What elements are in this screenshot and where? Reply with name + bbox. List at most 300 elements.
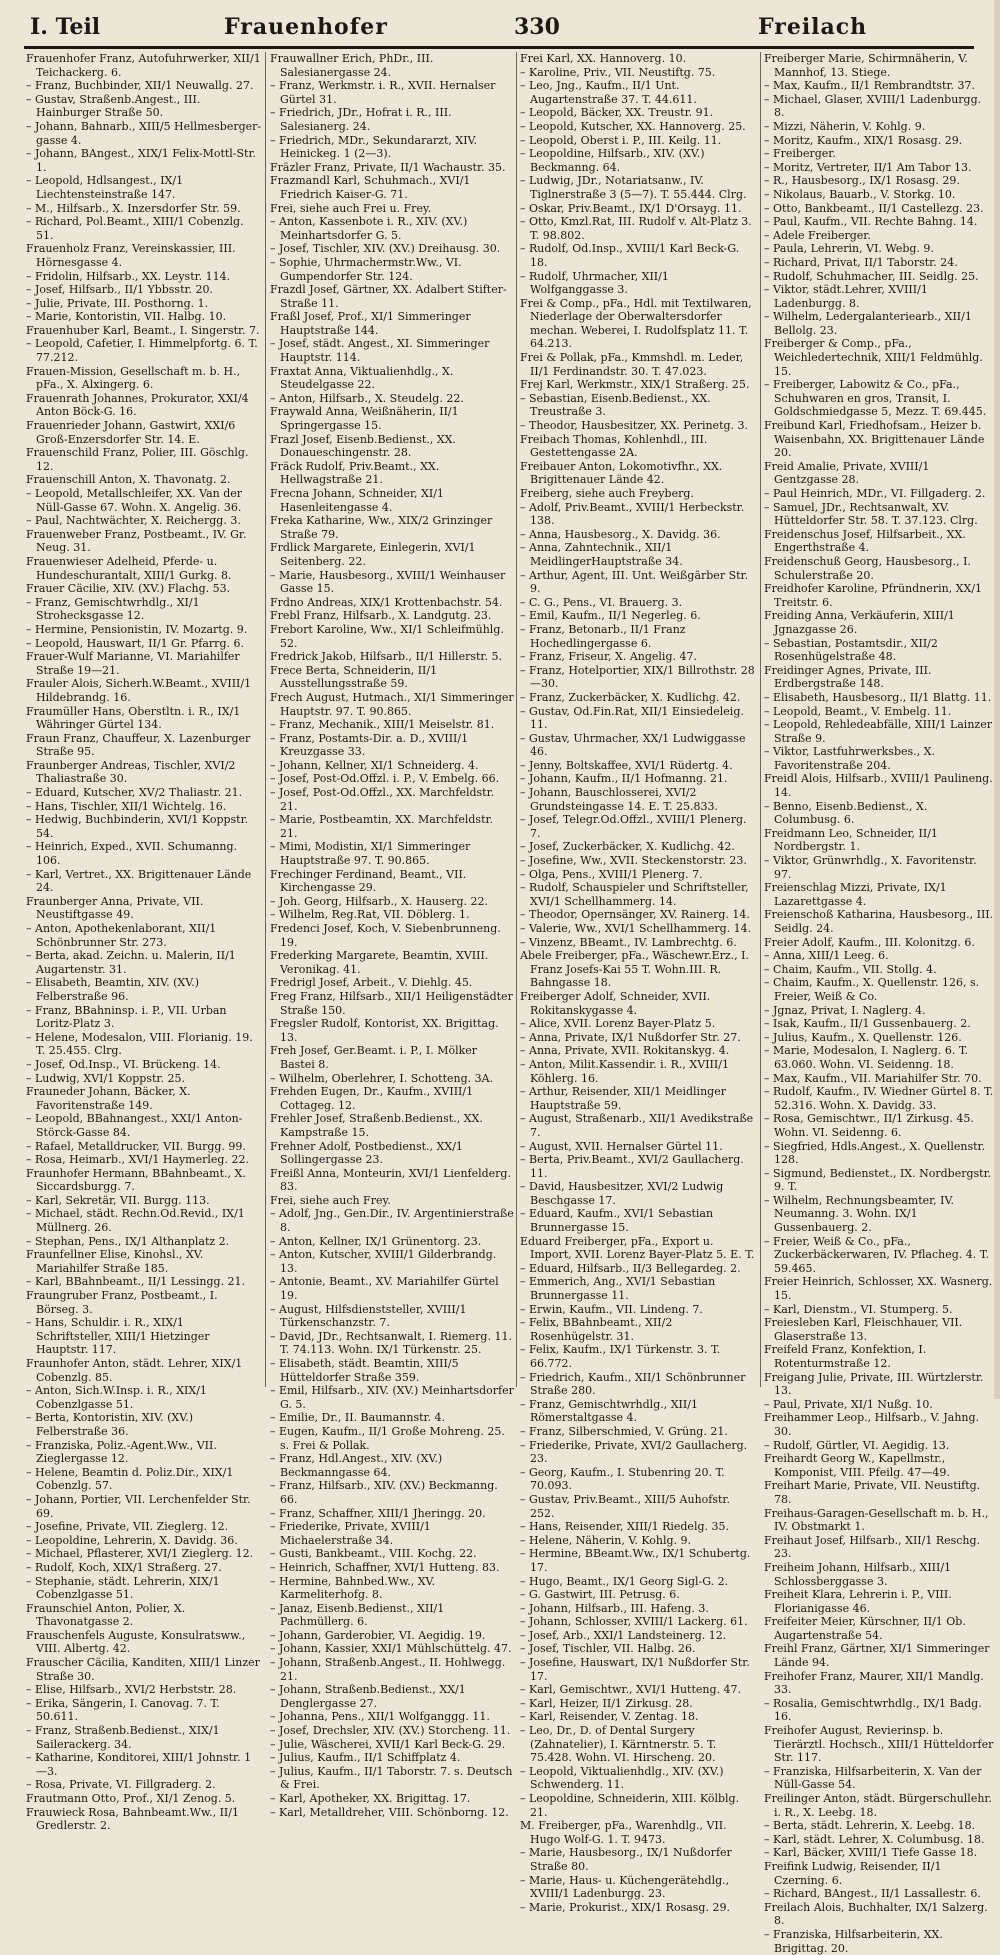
directory-entry: Frauenrath Johannes, Prokurator, XXI/4 Anton Böck-G. 16. [26,391,249,419]
directory-entry: – Johann, Straßenb.Bedienst., XX/1 Denglergasse 27. [270,1683,466,1710]
directory-entry: – Marie, Modesalon, I. Naglerg. 6. T. 63.060. Wohn. VI. Seidenng. 18. [764,1044,969,1071]
directory-entry: – Benno, Eisenb.Bedienst., X. Columbusg. 6. [764,799,928,827]
column-divider [516,52,517,1387]
directory-entry: – Franz, Schaffner, XIII/1 Jheringg. 20. [270,1506,486,1520]
directory-entry: – Josef, Zuckerbäcker, X. Kudlichg. 42. [520,840,735,854]
directory-column-3 [520,52,756,1914]
directory-entry: – Richard, Pol.Beamt., XIII/1 Cobenzlg. 51. [26,215,244,242]
directory-entry: – Helene, Näherin, V. Kohlg. 9. [520,1533,692,1547]
directory-entry: – Adolf, Jng., Gen.Dir., IV. Argentinierstraße 8. [270,1207,514,1235]
directory-entry: – Karl, Reisender, V. Zentag. 18. [520,1710,699,1724]
directory-entry: – Jenny, Boltskaffee, XVI/1 Rüdertg. 4. [520,758,733,772]
directory-entry: Frdlick Margarete, Einlegerin, XVI/1 Seitenberg. 22. [270,541,476,568]
directory-entry: – Freier, Weiß & Co., pFa., Zuckerbäckerwaren, IV. Pflacheg. 4. T. 59.465. [764,1234,989,1275]
directory-entry: – Leopold, Viktualienhdlg., XIV. (XV.) Schwenderg. 11. [520,1764,724,1792]
directory-entry: – Johann, Schlosser, XVIII/1 Lackerg. 61. [520,1615,748,1629]
directory-entry: Fraun Franz, Chauffeur, X. Lazenburger Straße 95. [26,731,251,759]
directory-entry: Freienschoß Katharina, Hausbesorg., III. Seidlg. 24. [764,908,994,935]
directory-entry: – Franz, BBahninsp. i. P., VII. Urban Loritz-Platz 3. [26,1003,227,1031]
directory-entry: – Berta, akad. Zeichn. u. Malerin, II/1 Augartenstr. 31. [26,949,236,976]
directory-entry: – Josef, Post-Od.Offzl. i. P., V. Embelg. 66. [270,772,500,786]
directory-entry: M. Freiberger, pFa., Warenhdlg., VII. Hugo Wolf-G. 1. T. 9473. [520,1819,727,1846]
directory-entry: Frazl Josef, Eisenb.Bedienst., XX. Donaueschingenstr. 28. [270,432,456,460]
directory-entry: – Michael, Pflasterer, XVI/1 Zieglerg. 12. [26,1547,254,1561]
directory-entry: – Helene, Modesalon, VIII. Florianig. 19. T. 25.455. Clrg. [26,1030,253,1058]
directory-entry: – Johanna, Pens., XII/1 Wolfganggg. 11. [270,1710,490,1724]
directory-entry: – Franz, Hotelportier, XIX/1 Billrothstr. 28—30. [520,663,755,691]
directory-entry: – Franz, Zuckerbäcker, X. Kudlichg. 42. [520,690,741,704]
directory-entry: – Karl, Apotheker, XX. Brigittag. 17. [270,1792,471,1805]
directory-entry: – Franz, Friseur, X. Angelig. 47. [520,650,697,664]
directory-entry: Freibund Karl, Friedhofsam., Heizer b. Waisenbahn, XX. Brigittenauer Lände 20. [764,419,985,460]
directory-entry: – Anna, Private, IX/1 Nußdorfer Str. 27. [520,1030,741,1044]
directory-entry: Frehner Adolf, Postbedienst., XX/1 Sollingergasse 23. [270,1139,463,1167]
directory-entry: Frazdl Josef, Gärtner, XX. Adalbert Stifter-Straße 11. [270,283,507,310]
directory-entry: – Johann, Kellner, XI/1 Schneiderg. 4. [270,758,479,772]
directory-entry: – Leopold, Metallschleifer, XX. Van der Nüll-Gasse 67. Wohn. X. Angelig. 36. [26,487,243,514]
directory-entry: Fraywald Anna, Weißnäherin, II/1 Springergasse 15. [270,405,459,433]
directory-entry: – Samuel, JDr., Rechtsanwalt, XV. Hütteldorfer Str. 58. T. 37.123. Clrg. [764,500,978,528]
directory-entry: Freh Josef, Ger.Beamt. i. P., I. Mölker Bastei 8. [270,1044,478,1071]
directory-entry: – Vinzenz, BBeamt., IV. Lambrechtg. 6. [520,935,737,949]
directory-entry: Fräzler Franz, Private, II/1 Wachaustr. 35. [270,160,506,174]
directory-entry: – Elisabeth, Beamtin, XIV. (XV.) Felberstraße 96. [26,976,200,1003]
directory-entry: – Chaim, Kaufm., VII. Stollg. 4. [764,962,937,976]
directory-entry: – Karl, städt. Lehrer, X. Columbusg. 18. [764,1832,985,1846]
directory-entry: Freifink Ludwig, Reisender, II/1 Czerning. 6. [764,1859,942,1887]
directory-entry: – Joh. Georg, Hilfsarb., X. Hauserg. 22. [270,894,489,908]
directory-entry: – Marie, Prokurist., XIX/1 Rosasg. 29. [520,1900,730,1914]
directory-entry: – Eduard, Hilfsarb., II/3 Bellegardeg. 2. [520,1261,741,1275]
directory-entry: Freiberger Marie, Schirmnäherin, V. Mannhof, 13. Stiege. [764,52,968,79]
directory-entry: – Sigmund, Bedienstet., IX. Nordbergstr. 9. T. [764,1166,992,1194]
directory-entry: Frei & Pollak, pFa., Kmmshdl. m. Leder, II/1 Ferdinandstr. 30. T. 47.023. [520,351,744,378]
directory-entry: Frauenrieder Johann, Gastwirt, XXI/6 Groß-Enzersdorfer Str. 14. E. [26,419,236,446]
directory-entry: – Wilhelm, Ledergalanteriearb., XII/1 Bellolg. 23. [764,310,972,337]
directory-entry: – Karl, Vertret., XX. Brigittenauer Lände 24. [26,867,252,895]
directory-entry: – August, XVII. Hernalser Gürtel 11. [520,1139,723,1153]
directory-entry: Freihaut Josef, Hilfsarb., XII/1 Reschg. 23. [764,1533,981,1561]
directory-entry: – Josef, städt. Angest., XI. Simmeringer Hauptstr. 114. [270,337,490,365]
directory-entry: Frauer Cäcilie, XIV. (XV.) Flachg. 53. [26,582,231,596]
directory-entry: – Rudolf, Kaufm., IV. Wiedner Gürtel 8. T. 52.316. Wohn. X. Davidg. 33. [764,1085,994,1112]
directory-entry: – Viktor, städt.Lehrer, XVIII/1 Ladenburgg. 8. [764,283,928,310]
directory-entry: – Johann, Bauschlosserei, XVI/2 Grundsteingasse 14. E. T. 25.833. [520,786,719,813]
directory-entry: Frehler Josef, Straßenb.Bedienst., XX. Kampstraße 15. [270,1112,483,1139]
directory-entry: – Emil, Hilfsarb., XIV. (XV.) Meinhartsdorfer G. 5. [270,1384,514,1411]
directory-entry: – Elisabeth, städt. Beamtin, XIII/5 Hütteldorfer Straße 359. [270,1357,459,1384]
directory-entry: – Hermine, BBeamt.Ww., IX/1 Schubertg. 17. [520,1547,751,1574]
directory-entry: – Julie, Private, III. Posthorng. 1. [26,296,209,310]
directory-entry: – Rosa, Gemischtwr., II/1 Zirkusg. 45. Wohn. VI. Seidenng. 6. [764,1112,974,1139]
directory-entry: Eduard Freiberger, pFa., Export u. Import, XVII. Lorenz Bayer-Platz 5. E. T. [520,1234,755,1262]
directory-entry: Frauenholz Franz, Vereinskassier, III. Hörnesgasse 4. [26,242,236,269]
directory-entry: Frauenhuber Karl, Beamt., I. Singerstr. 7. [26,323,260,337]
directory-entry: Freigang Julie, Private, III. Würtzlerstr. 13. [764,1370,984,1398]
directory-entry: Freihofer Franz, Maurer, XII/1 Mandlg. 33. [764,1669,984,1697]
directory-column-4 [764,52,994,1955]
directory-entry: – Hans, Reisender, XIII/1 Riedelg. 35. [520,1520,729,1534]
directory-entry: – Oskar, Priv.Beamt., IX/1 D'Orsayg. 11. [520,201,742,215]
directory-entry: Fredenci Josef, Koch, V. Siebenbrunneng. 19. [270,922,501,949]
directory-entry: – Leopoldine, Hilfsarb., XIV. (XV.) Beckmanng. 64. [520,147,705,174]
directory-entry: Freihart Marie, Private, VII. Neustiftg. 78. [764,1479,981,1506]
directory-entry: – Moritz, Kaufm., XIX/1 Rosasg. 29. [764,133,963,147]
directory-entry: – Rudolf, Gürtler, VI. Aegidig. 13. [764,1438,950,1452]
directory-entry: – Anton, Sich.W.Insp. i. R., XIX/1 Cobenzlgasse 51. [26,1384,207,1411]
directory-entry: – Marie, Hausbesorg., IX/1 Nußdorfer Straße 80. [520,1846,732,1873]
directory-column-1 [26,52,262,1833]
directory-entry: Frecna Johann, Schneider, XI/1 Hasenleitengasse 4. [270,487,444,514]
directory-entry: – Paul, Kaufm., VII. Rechte Bahng. 14. [764,215,978,229]
directory-entry: Freifeiter Meier, Kürschner, II/1 Ob. Augartenstraße 54. [764,1615,966,1642]
directory-entry: – Erwin, Kaufm., VII. Lindeng. 7. [520,1302,703,1316]
directory-entry: Frautmann Otto, Prof., XI/1 Zenog. 5. [26,1792,236,1805]
directory-entry: Frei, siehe auch Frey. [270,1193,391,1207]
directory-entry: – Franz, Straßenb.Bedienst., XIX/1 Sailerackerg. 34. [26,1724,220,1751]
directory-entry: – Franz, Gemischtwrhdlg., XI/1 Strohecksgasse 12. [26,595,200,623]
directory-entry: – Hedwig, Buchbinderin, XVI/1 Koppstr. 54. [26,813,249,840]
directory-entry: – Rudolf, Uhrmacher, XII/1 Wolfganggasse 3. [520,269,669,297]
directory-entry: – Marie, Postbeamtin, XX. Marchfeldstr. 21. [270,813,494,840]
directory-entry: Freihaus-Garagen-Gesellschaft m. b. H., IV. Obstmarkt 1. [764,1506,989,1534]
directory-entry: Freiberg, siehe auch Freyberg. [520,487,694,500]
directory-entry: – G. Gastwirt, III. Petrusg. 6. [520,1588,680,1602]
directory-entry: – Johann, Garderobier, VI. Aegidig. 19. [270,1628,486,1642]
directory-entry: Fraunberger Andreas, Tischler, XVI/2 Thaliastraße 30. [26,758,236,786]
directory-entry: – Theodor, Opernsänger, XV. Rainerg. 14. [520,908,750,922]
directory-entry: – M., Hilfsarb., X. Inzersdorfer Str. 59. [26,201,241,215]
directory-entry: – Johann, Kaufm., II/1 Hofmanng. 21. [520,772,728,786]
directory-entry: Freidl Alois, Hilfsarb., XVIII/1 Paulineng. 14. [764,772,993,800]
directory-entry: – Siegfried, Hdls.Angest., X. Quellenstr. 128. [764,1139,986,1167]
directory-entry: Freiesleben Karl, Fleischhauer, VII. Glaserstraße 13. [764,1316,963,1343]
directory-entry: – Leopold, BBahnangest., XXI/1 Anton-Störck-Gasse 84. [26,1112,243,1139]
directory-entry: – Julius, Kaufm., X. Quellenstr. 126. [764,1030,962,1044]
directory-entry: – Josef, Tischler, XIV. (XV.) Dreihausg. 30. [270,242,501,256]
directory-entry: – Josef, Od.Insp., VI. Brückeng. 14. [26,1057,221,1071]
directory-entry: Freißl Anna, Monteurin, XVI/1 Lienfelderg. 83. [270,1166,511,1194]
directory-entry: – Marie, Haus- u. Küchengerätehdlg., XVIII/1 Ladenburgg. 23. [520,1873,730,1901]
directory-entry: – Julius, Kaufm., II/1 Schiffplatz 4. [270,1751,461,1765]
directory-entry: Freid Amalie, Private, XVIII/1 Gentzgasse 28. [764,459,930,487]
directory-entry: – Richard, BAngest., II/1 Lassallestr. 6. [764,1887,981,1901]
column-divider [760,52,761,1387]
directory-entry: – Karl, BBahnbeamt., II/1 Lessingg. 21. [26,1275,246,1289]
directory-entry: – Wilhelm, Oberlehrer, I. Schotteng. 3A. [270,1071,494,1085]
directory-entry: – Sophie, Uhrmachermstr.Ww., VI. Gumpendorfer Str. 124. [270,255,462,283]
directory-entry: – Josef, Telegr.Od.Offzl., XVIII/1 Plenerg. 7. [520,813,747,840]
directory-entry: Freidenschuß Georg, Hausbesorg., I. Schulerstraße 20. [764,554,971,582]
directory-entry: – Friederike, Private, XVI/2 Gaullacherg. 23. [520,1438,748,1466]
directory-entry: – Freiberger, Labowitz & Co., pFa., Schuhwaren en gros, Transit, I. Goldschmiedgasse 5, Mezz. T. 69.445. [764,378,987,419]
directory-entry: Fraunfellner Elise, Kinohsl., XV. Mariahilfer Straße 185. [26,1248,204,1275]
directory-entry: – Karl, Bäcker, XVIII/1 Tiefe Gasse 18. [764,1846,978,1860]
directory-entry: – Elisabeth, Hausbesorg., II/1 Blattg. 11. [764,690,992,704]
directory-entry: Frauenweber Franz, Postbeamt., IV. Gr. Neug. 31. [26,527,247,555]
directory-entry: Freihammer Leop., Hilfsarb., V. Jahng. 30. [764,1411,980,1438]
directory-entry: – Michael, Glaser, XVIII/1 Ladenburgg. 8. [764,92,982,120]
directory-entry: – Friederike, Private, XVIII/1 Michaelerstraße 34. [270,1520,431,1547]
directory-entry: – Franz, Betonarb., II/1 Franz Hochedlingergasse 6. [520,622,686,650]
directory-entry: – Franz, Werkmstr. i. R., XVII. Hernalser Gürtel 31. [270,79,496,106]
directory-entry: – Alice, XVII. Lorenz Bayer-Platz 5. [520,1017,716,1031]
directory-entry: – Viktor, Grünwrhdlg., X. Favoritenstr. 97. [764,854,977,881]
directory-entry: – Anton, Kutscher, XVIII/1 Gilderbrandg. 13. [270,1248,497,1275]
directory-entry: Freilach Alois, Buchhalter, IX/1 Salzerg. 8. [764,1900,988,1928]
directory-entry: Frei Karl, XX. Hannoverg. 10. [520,52,687,65]
directory-entry: – Antonie, Beamt., XV. Mariahilfer Gürtel 19. [270,1275,499,1303]
directory-entry: – Sebastian, Postamtsdir., XII/2 Rosenhügelstraße 48. [764,636,938,664]
directory-entry: – Paula, Lehrerin, VI. Webg. 9. [764,242,934,256]
directory-entry: – August, Hilfsdienststeller, XVIII/1 Türkenschanzstr. 7. [270,1302,467,1330]
directory-entry: – Karl, Dienstm., VI. Stumperg. 5. [764,1302,953,1316]
directory-entry: – Rosalia, Gemischtwrhdlg., IX/1 Badg. 16. [764,1696,982,1724]
directory-entry: – Franz, Postamts-Dir. a. D., XVIII/1 Kreuzgasse 33. [270,731,469,759]
directory-entry: – Leo, Dr., D. of Dental Surgery (Zahnatelier), I. Kärntnerstr. 5. T. 75.428. Wohn. VI. Hirscheng. 20. [520,1724,717,1765]
directory-entry: Freienschlag Mizzi, Private, IX/1 Lazarettgasse 4. [764,881,947,908]
directory-entry: Freibach Thomas, Kohlenhdl., III. Gestettengasse 2A. [520,432,708,460]
directory-entry: – Franziska, Hilfsarbeiterin, XX. Brigittag. 20. [764,1927,943,1955]
directory-entry: Frdno Andreas, XIX/1 Krottenbachstr. 54. [270,595,503,609]
directory-entry: – Moritz, Vertreter, II/1 Am Tabor 13. [764,160,972,174]
directory-entry: – Emmerich, Ang., XVI/1 Sebastian Brunnergasse 11. [520,1275,716,1303]
directory-entry: Freka Katharine, Ww., XIX/2 Grinzinger Straße 79. [270,514,493,541]
directory-entry: Abele Freiberger, pFa., Wäschewr.Erz., I. Franz Josefs-Kai 55 T. Wohn.III. R. Bahngasse 18. [520,949,750,990]
directory-entry: – Anna, Zahntechnik., XII/1 MeidlingerHauptstraße 34. [520,541,683,568]
directory-entry: – Franz, Hdl.Angest., XIV. (XV.) Beckmanngasse 64. [270,1452,443,1479]
directory-entry: – Franziska, Poliz.-Agent.Ww., VII. Zieglergasse 12. [26,1438,217,1466]
directory-entry: – Leopold, Beamt., V. Embelg. 11. [764,704,952,718]
directory-entry: – Johann, Kassier, XXI/1 Mühlschüttelg. 47. [270,1642,512,1656]
directory-entry: – Paul Heinrich, MDr., VI. Fillgaderg. 2. [764,487,986,500]
directory-entry: – Franz, Hilfsarb., XIV. (XV.) Beckmanng. 66. [270,1479,498,1506]
directory-entry: – Arthur, Reisender, XII/1 Meidlinger Hauptstraße 59. [520,1085,726,1112]
directory-entry: – Michael, städt. Rechn.Od.Revid., IX/1 Müllnerg. 26. [26,1207,245,1235]
directory-entry: Frauenschill Anton, X. Thavonatg. 2. [26,473,231,487]
directory-entry: Frauen-Mission, Gesellschaft m. b. H., pFa., X. Alxingerg. 6. [26,364,241,392]
directory-entry: Frauer-Wulf Marianne, VI. Mariahilfer Straße 19—21. [26,650,240,677]
directory-entry: – Franz, Buchbinder, XII/1 Neuwallg. 27. [26,79,254,93]
directory-entry: Frei & Comp., pFa., Hdl. mit Textilwaren, Niederlage der Oberwaltersdorfer mechan. Weberei, I. Rudolfsplatz 11. T. 64.213. [520,296,752,351]
directory-entry: – Isak, Kaufm., II/1 Gussenbauerg. 2. [764,1017,971,1031]
directory-entry: Freiheim Johann, Hilfsarb., XIII/1 Schlossberggasse 3. [764,1560,952,1588]
directory-entry: – Rudolf, Od.Insp., XVIII/1 Karl Beck-G. 18. [520,242,740,269]
directory-entry: – Josefine, Hauswart, IX/1 Nußdorfer Str. 17. [520,1656,750,1683]
directory-entry: – Josef, Arb., XXI/1 Landsteinerg. 12. [520,1628,727,1642]
directory-entry: Frechinger Ferdinand, Beamt., VII. Kirchengasse 29. [270,867,467,895]
directory-entry: – Leopold, Hdlsangest., IX/1 Liechtensteinstraße 147. [26,174,184,201]
directory-entry: Freihofer August, Revierinsp. b. Tierärztl. Hochsch., XIII/1 Hütteldorfer Str. 117. [764,1724,994,1765]
directory-entry: – Eduard, Kaufm., XVI/1 Sebastian Brunnergasse 15. [520,1207,714,1235]
directory-entry: – Felix, Kaufm., IX/1 Türkenstr. 3. T. 66.772. [520,1343,721,1370]
directory-entry: – Arthur, Agent, III. Unt. Weißgärber Str. 9. [520,568,749,596]
directory-entry: – Rosa, Heimarb., XVI/1 Haymerleg. 22. [26,1153,249,1167]
directory-entry: – Anton, Kassenbote i. R., XIV. (XV.) Meinhartsdorfer G. 5. [270,215,468,242]
directory-entry: – Rosa, Private, VI. Fillgraderg. 2. [26,1778,216,1792]
directory-entry: – Olga, Pens., XVIII/1 Plenerg. 7. [520,867,703,881]
directory-entry: – Gustav, Straßenb.Angest., III. Hainburger Straße 50. [26,92,201,120]
directory-entry: – Hans, Schuldir. i. R., XIX/1 Schriftsteller, XIII/1 Hietzinger Hauptstr. 117. [26,1316,210,1357]
directory-entry: – Wilhelm, Reg.Rat, VII. Döblerg. 1. [270,908,470,922]
directory-entry: Fraunhofer Hermann, BBahnbeamt., X. Siccardsburgg. 7. [26,1166,246,1194]
directory-entry: Frebort Karoline, Ww., XI/1 Schleifmühlg. 52. [270,622,504,650]
directory-entry: – Anton, Hilfsarb., X. Steudelg. 22. [270,391,464,405]
directory-entry: Freiberger & Comp., pFa., Weichledertechnik, XIII/1 Feldmühlg. 15. [764,337,983,378]
directory-entry: Freiheit Klara, Lehrerin i. P., VIII. Florianigasse 46. [764,1588,952,1615]
directory-entry: – Ludwig, XVI/1 Koppstr. 25. [26,1071,185,1085]
page-number: 330 [514,14,560,40]
directory-entry: – Anna, XIII/1 Leeg. 6. [764,949,889,963]
directory-entry: – Josefine, Private, VII. Zieglerg. 12. [26,1520,229,1534]
directory-entry: Frebl Franz, Hilfsarb., X. Landgutg. 23. [270,609,492,623]
directory-entry: – Josef, Hilfsarb., II/1 Ybbsstr. 20. [26,283,214,297]
directory-entry: – Gusti, Bankbeamt., VIII. Kochg. 22. [270,1547,477,1561]
directory-entry: – Marie, Kontoristin, VII. Halbg. 10. [26,310,227,324]
directory-entry: – Ludwig, JDr., Notariatsanw., IV. Tiglnerstraße 3 (5—7). T. 55.444. Clrg. [520,174,747,201]
directory-entry: – Anna, Hausbesorg., X. Davidg. 36. [520,527,721,541]
directory-entry: Fraumüller Hans, Oberstltn. i. R., IX/1 Währinger Gürtel 134. [26,704,241,732]
directory-entry: – Leopold, Cafetier, I. Himmelpfortg. 6. T. 77.212. [26,337,258,365]
directory-entry: – Felix, BBahnbeamt., XII/2 Rosenhügelstr. 31. [520,1316,673,1343]
directory-entry: – Chaim, Kaufm., X. Quellenstr. 126, s. Freier, Weiß & Co. [764,976,980,1003]
directory-entry: – Leopoldine, Lehrerin, X. Davidg. 36. [26,1533,238,1547]
directory-entry: – Leopold, Oberst i. P., III. Keilg. 11. [520,133,722,147]
directory-entry: – Rudolf, Koch, XIX/1 Straßerg. 27. [26,1560,222,1574]
directory-entry: – Wilhelm, Rechnungsbeamter, IV. Neumanng. 3. Wohn. IX/1 Gussenbauerg. 2. [764,1193,955,1235]
directory-entry: Freibauer Anton, Lokomotivfhr., XX. Brigittenauer Lände 42. [520,459,723,487]
directory-entry: – Anna, Private, XVII. Rokitanskyg. 4. [520,1044,730,1058]
directory-entry: – Mizzi, Näherin, V. Kohlg. 9. [764,119,926,133]
directory-entry: – Josef, Drechsler, XIV. (XV.) Storcheng. 11. [270,1724,511,1738]
directory-entry: – Anton, Milit.Kassendir. i. R., XVIII/1 Köhlerg. 16. [520,1057,729,1085]
directory-entry: – Johann, BAngest., XIX/1 Felix-Mottl-Str. 1. [26,147,257,174]
directory-entry: – C. G., Pens., VI. Brauerg. 3. [520,595,683,609]
directory-entry: – Anton, Apothekenlaborant, XII/1 Schönbrunner Str. 273. [26,922,217,949]
directory-entry: – Franziska, Hilfsarbeiterin, X. Van der Nüll-Gasse 54. [764,1764,982,1792]
directory-entry: – Josefine, Ww., XVII. Steckenstorstr. 23. [520,854,747,868]
directory-entry: – Richard, Privat, II/1 Taborstr. 24. [764,255,958,269]
directory-entry: – Rafael, Metalldrucker, VII. Burgg. 99. [26,1139,246,1153]
directory-entry: – Josef, Tischler, VII. Halbg. 26. [520,1642,696,1656]
directory-entry: – Jgnaz, Privat, I. Naglerg. 4. [764,1003,926,1017]
directory-entry: – Johann, Bahnarb., XIII/5 Hellmesberger-gasse 4. [26,119,262,147]
directory-entry: – David, JDr., Rechtsanwalt, I. Riemerg. 11. T. 74.113. Wohn. IX/1 Türkenstr. 25. [270,1329,512,1357]
directory-entry: Frehden Eugen, Dr., Kaufm., XVIII/1 Cottageg. 12. [270,1085,474,1112]
directory-entry: – Mimi, Modistin, XI/1 Simmeringer Hauptstraße 97. T. 90.865. [270,840,471,868]
directory-entry: – Heinrich, Schaffner, XVI/1 Hutteng. 83. [270,1560,500,1574]
directory-entry: – Leopold, Hauswart, II/1 Gr. Pfarrg. 6. [26,636,244,650]
directory-entry: – Fridolin, Hilfsarb., XX. Leystr. 114. [26,269,231,283]
directory-entry: – Leopoldine, Schneiderin, XIII. Kölblg. 21. [520,1792,740,1819]
directory-entry: – Rudolf, Schauspieler und Schriftsteller, XVI/1 Schellhammerg. 14. [520,881,749,908]
directory-entry: Frece Berta, Schneiderin, II/1 Ausstellungsstraße 59. [270,663,438,691]
directory-entry: – Marie, Hausbesorg., XVIII/1 Weinhauser Gasse 15. [270,568,506,596]
directory-entry: – Julius, Kaufm., II/1 Taborstr. 7. s. Deutsch & Frei. [270,1764,513,1792]
directory-entry: Freiberger Adolf, Schneider, XVII. Rokitanskygasse 4. [520,989,711,1017]
directory-entry: – Otto, Kmzl.Rat, III. Rudolf v. Alt-Platz 3. T. 98.802. [520,215,752,242]
directory-entry: – Karl, Sekretär, VII. Burgg. 113. [26,1193,210,1207]
directory-entry: – Leo, Jng., Kaufm., II/1 Unt. Augartenstraße 37. T. 44.611. [520,79,697,106]
directory-entry: – Freiberger. [764,147,836,161]
directory-entry: Frauenwieser Adelheid, Pferde- u. Hundeschurantalt, XIII/1 Gurkg. 8. [26,554,232,582]
directory-entry: – Berta, Priv.Beamt., XVI/2 Gaullacherg. 11. [520,1153,744,1180]
directory-entry: – Viktor, Lastfuhrwerksbes., X. Favoritenstraße 204. [764,745,935,772]
page-edge [994,0,1000,1399]
directory-entry: – Otto, Bankbeamt., II/1 Castellezg. 23. [764,201,984,215]
directory-entry: – Hugo, Beamt., IX/1 Georg Sigl-G. 2. [520,1574,729,1588]
directory-entry: – Julie, Wäscherei, XVII/1 Karl Beck-G. 29. [270,1737,506,1751]
directory-entry: Fredrigl Josef, Arbeit., V. Diehlg. 45. [270,976,473,990]
directory-entry: – Erika, Sängerin, I. Canovag. 7. T. 50.611. [26,1696,220,1724]
directory-entry: – Helene, Beamtin d. Poliz.Dir., XIX/1 Cobenzlg. 57. [26,1465,234,1493]
directory-entry: – Max, Kaufm., II/1 Rembrandtstr. 37. [764,79,975,93]
directory-entry: – Emilie, Dr., II. Baumannstr. 4. [270,1411,446,1425]
directory-entry: – Nikolaus, Bauarb., V. Storkg. 10. [764,187,956,201]
directory-entry: – Johann, Portier, VII. Lerchenfelder Str. 69. [26,1492,251,1520]
directory-entry: – David, Hausbesitzer, XVI/2 Ludwig Beschgasse 17. [520,1180,724,1207]
directory-entry: – Johann, Hilfsarb., III. Hafeng. 3. [520,1601,709,1615]
directory-entry: Fraxtat Anna, Viktualienhdlg., X. Steudelgasse 22. [270,364,454,392]
directory-entry: – Stephanie, städt. Lehrerin, XIX/1 Cobenzlgasse 51. [26,1574,220,1602]
directory-entry: Freilinger Anton, städt. Bürgerschullehr. i. R., X. Leebg. 18. [764,1792,992,1819]
page-header [24,10,974,49]
directory-entry: – Janaz, Eisenb.Bedienst., XII/1 Pachmüllerg. 6. [270,1601,445,1629]
directory-entry: – Eugen, Kaufm., II/1 Große Mohreng. 25. s. Frei & Pollak. [270,1424,505,1452]
directory-entry: Fredrick Jakob, Hilfsarb., II/1 Hillerstr. 5. [270,650,502,664]
directory-entry: – Paul, Private, XI/1 Nußg. 10. [764,1397,933,1411]
directory-entry: Freihl Franz, Gärtner, XI/1 Simmeringer Lände 94. [764,1642,990,1670]
directory-entry: – Leopold, Bäcker, XX. Treustr. 91. [520,106,714,120]
directory-entry: – Eduard, Kutscher, XV/2 Thaliastr. 21. [26,786,243,800]
directory-entry: – Karl, Heizer, II/1 Zirkusg. 28. [520,1696,693,1710]
directory-entry: – Berta, Kontoristin, XIV. (XV.) Felberstraße 36. [26,1411,194,1438]
directory-entry: Fräck Rudolf, Priv.Beamt., XX. Hellwagstraße 21. [270,459,440,487]
directory-entry: Frauneder Johann, Bäcker, X. Favoritenstraße 149. [26,1085,191,1112]
directory-entry: – Berta, städt. Lehrerin, X. Leebg. 18. [764,1819,976,1833]
directory-entry: Frauenhofer Franz, Autofuhrwerker, XII/1 Teichackerg. 6. [26,52,261,79]
directory-entry: – August, Straßenarb., XII/1 Avedikstraße 7. [520,1112,754,1139]
directory-entry: – Karl, Metalldreher, VIII. Schönborng. 12. [270,1805,509,1819]
directory-entry: – R., Hausbesorg., IX/1 Rosasg. 29. [764,174,960,188]
directory-entry: – Hermine, Pensionistin, IV. Mozartg. 9. [26,622,248,636]
directory-entry: Frech August, Hutmach., XI/1 Simmeringer Hauptstr. 97. T. 90.865. [270,690,514,718]
directory-entry: – Johann, Straßenb.Angest., II. Hohlwegg. 21. [270,1656,506,1683]
directory-entry: Freidenschus Josef, Hilfsarbeit., XX. Engerthstraße 4. [764,527,966,555]
directory-entry: Freier Adolf, Kaufm., III. Kolonitzg. 6. [764,935,975,949]
directory-entry: Freg Franz, Hilfsarb., XII/1 Heiligenstädter Straße 150. [270,989,513,1017]
directory-entry: – Franz, Gemischtwrhdlg., XII/1 Römerstaltgasse 4. [520,1397,698,1425]
column-divider [265,52,266,1387]
directory-entry: – Friedrich, MDr., Sekundararzt, XIV. Heinickeg. 1 (2—3). [270,133,478,161]
directory-entry: – Theodor, Hausbesitzer, XX. Perinetg. 3. [520,419,749,433]
directory-entry: – Emil, Kaufm., II/1 Negerleg. 6. [520,609,701,623]
directory-entry: – Friedrich, Kaufm., XII/1 Schönbrunner Straße 280. [520,1370,746,1398]
part-label: I. Teil [30,14,101,40]
directory-entry: – Josef, Post-Od.Offzl., XX. Marchfeldstr. 21. [270,786,495,813]
directory-entry: – Gustav, Priv.Beamt., XIII/5 Auhofstr. 252. [520,1492,730,1520]
directory-entry: – Leopold, Kutscher, XX. Hannoverg. 25. [520,119,746,133]
directory-entry: Fraunschiel Anton, Polier, X. Thavonatgasse 2. [26,1601,186,1629]
directory-entry: – Heinrich, Exped., XVII. Schumanng. 106. [26,840,238,868]
directory-entry: Frauenschild Franz, Polier, III. Göschlg. 12. [26,446,249,473]
directory-entry: – Friedrich, JDr., Hofrat i. R., III. Salesianerg. 24. [270,106,452,133]
directory-entry: Frauscher Cäcilia, Kanditen, XIII/1 Linzer Straße 30. [26,1656,260,1683]
directory-entry: – Karl, Gemischtwr., XVI/1 Hutteng. 47. [520,1683,742,1697]
directory-entry: Freier Heinrich, Schlosser, XX. Wasnerg. 15. [764,1275,993,1303]
directory-entry: Fregsler Rudolf, Kontorist, XX. Brigittag. 13. [270,1017,499,1044]
directory-entry: Frauwieck Rosa, Bahnbeamt.Ww., II/1 Gredlerstr. 2. [26,1805,239,1833]
